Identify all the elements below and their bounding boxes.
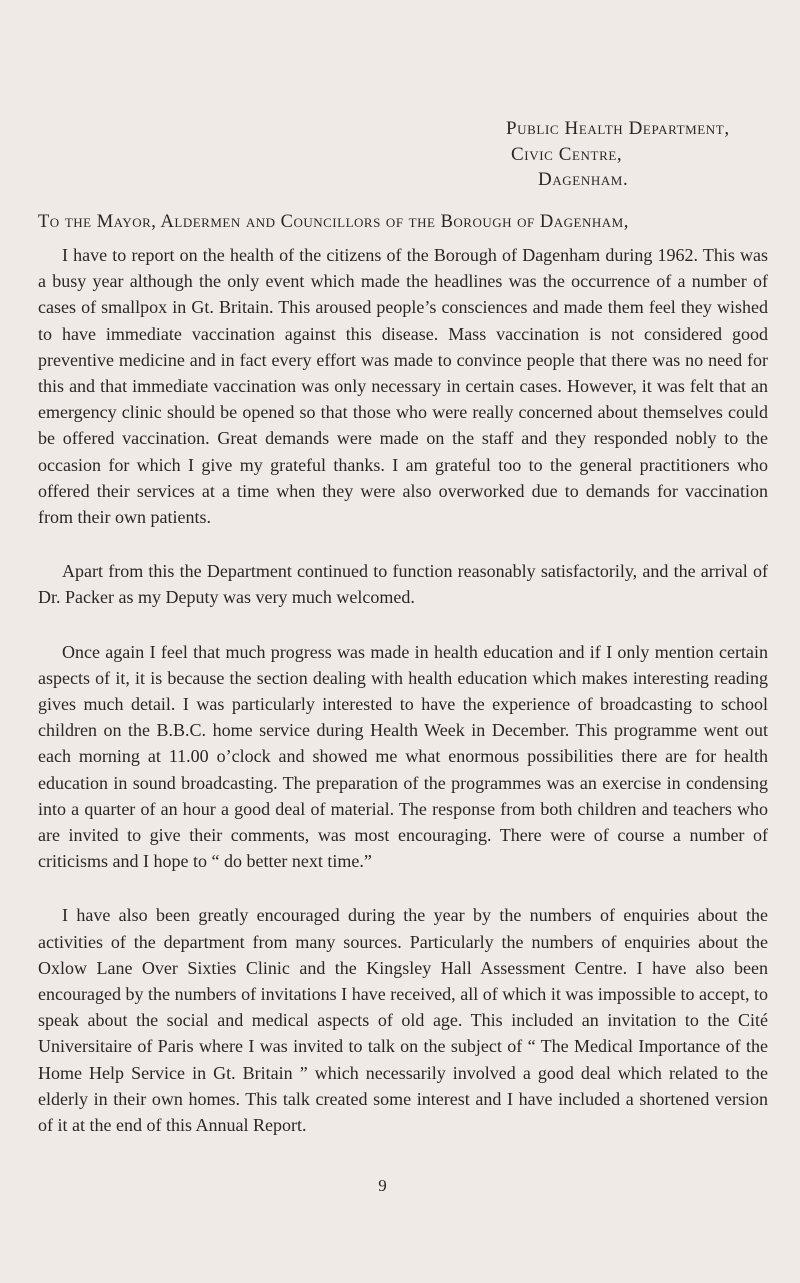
salutation: To the Mayor, Aldermen and Councillors of the Borough of Dagenham, bbox=[38, 212, 629, 232]
page-number: 9 bbox=[378, 1176, 387, 1195]
paragraph-department-deputy: Apart from this the Department continued to function reasonably satisfactorily, and the arrival of Dr. Packer as my Deputy was very much welcomed. bbox=[38, 561, 768, 608]
paragraph-health-education: Once again I feel that much progress was made in health education and if I only mention certain aspects of it, it is because the section dealing with health education which makes interesting reading gives much detail. I was particularly interested to have the experience of broadcasting to school children on the B.B.C. home service during Health Week in December. This programme went out each morning at 11.00 o’clock and showed me what enormous possibilities there are for health education in sound broadcasting. The preparation of the programmes was an exercise in condensing into a quarter of an hour a good deal of material. The response from both children and teachers who are invited to give their comments, was most encouraging. There were of course a number of criticisms and I hope to “ do better next time.” bbox=[38, 641, 768, 872]
report-body bbox=[38, 242, 768, 1138]
sender-address bbox=[506, 116, 730, 193]
paragraph-enquiries-invitations: I have also been greatly encouraged during the year by the numbers of enquiries about the activities of the department from many sources. Particularly the numbers of enquiries about the Oxlow Lane Over Sixties Clinic and the Kingsley Hall Assessment Centre. I have also been encouraged by the numbers of invitations I have received, all of which it was impossible to accept, to speak about the social and medical aspects of old age. This included an invitation to the Cité Universitaire of Paris where I was invited to talk on the subject of “ The Medical Importance of the Home Help Service in Gt. Britain ” which necessarily involved a good deal which related to the elderly in their own homes. This talk created some interest and I have included a shortened version of it at the end of this Annual Report. bbox=[38, 905, 768, 1136]
address-line-civic-centre: Civic Centre, bbox=[511, 143, 623, 165]
address-line-department: Public Health Department, bbox=[506, 118, 730, 139]
paragraph-smallpox-vaccination: I have to report on the health of the citizens of the Borough of Dagenham during 1962. This was a busy year although the only event which made the headlines was the occurrence of a number of cases of smallpox in Gt. Britain. This aroused people’s consciences and made them feel they wished to have immediate vaccination against this disease. Mass vaccination is not considered good preventive medicine and in fact every effort was made to convince people that there was no need for this and that immediate vaccination was only necessary in certain cases. However, it was felt that an emergency clinic should be opened so that those who were really concerned about themselves could be offered vaccination. Great demands were made on the staff and they responded nobly to the occasion for which I give my grateful thanks. I am grateful too to the general practitioners who offered their services at a time when they were also overworked due to demands for vaccination from their own patients. bbox=[38, 245, 768, 528]
address-line-town: Dagenham. bbox=[538, 169, 629, 190]
